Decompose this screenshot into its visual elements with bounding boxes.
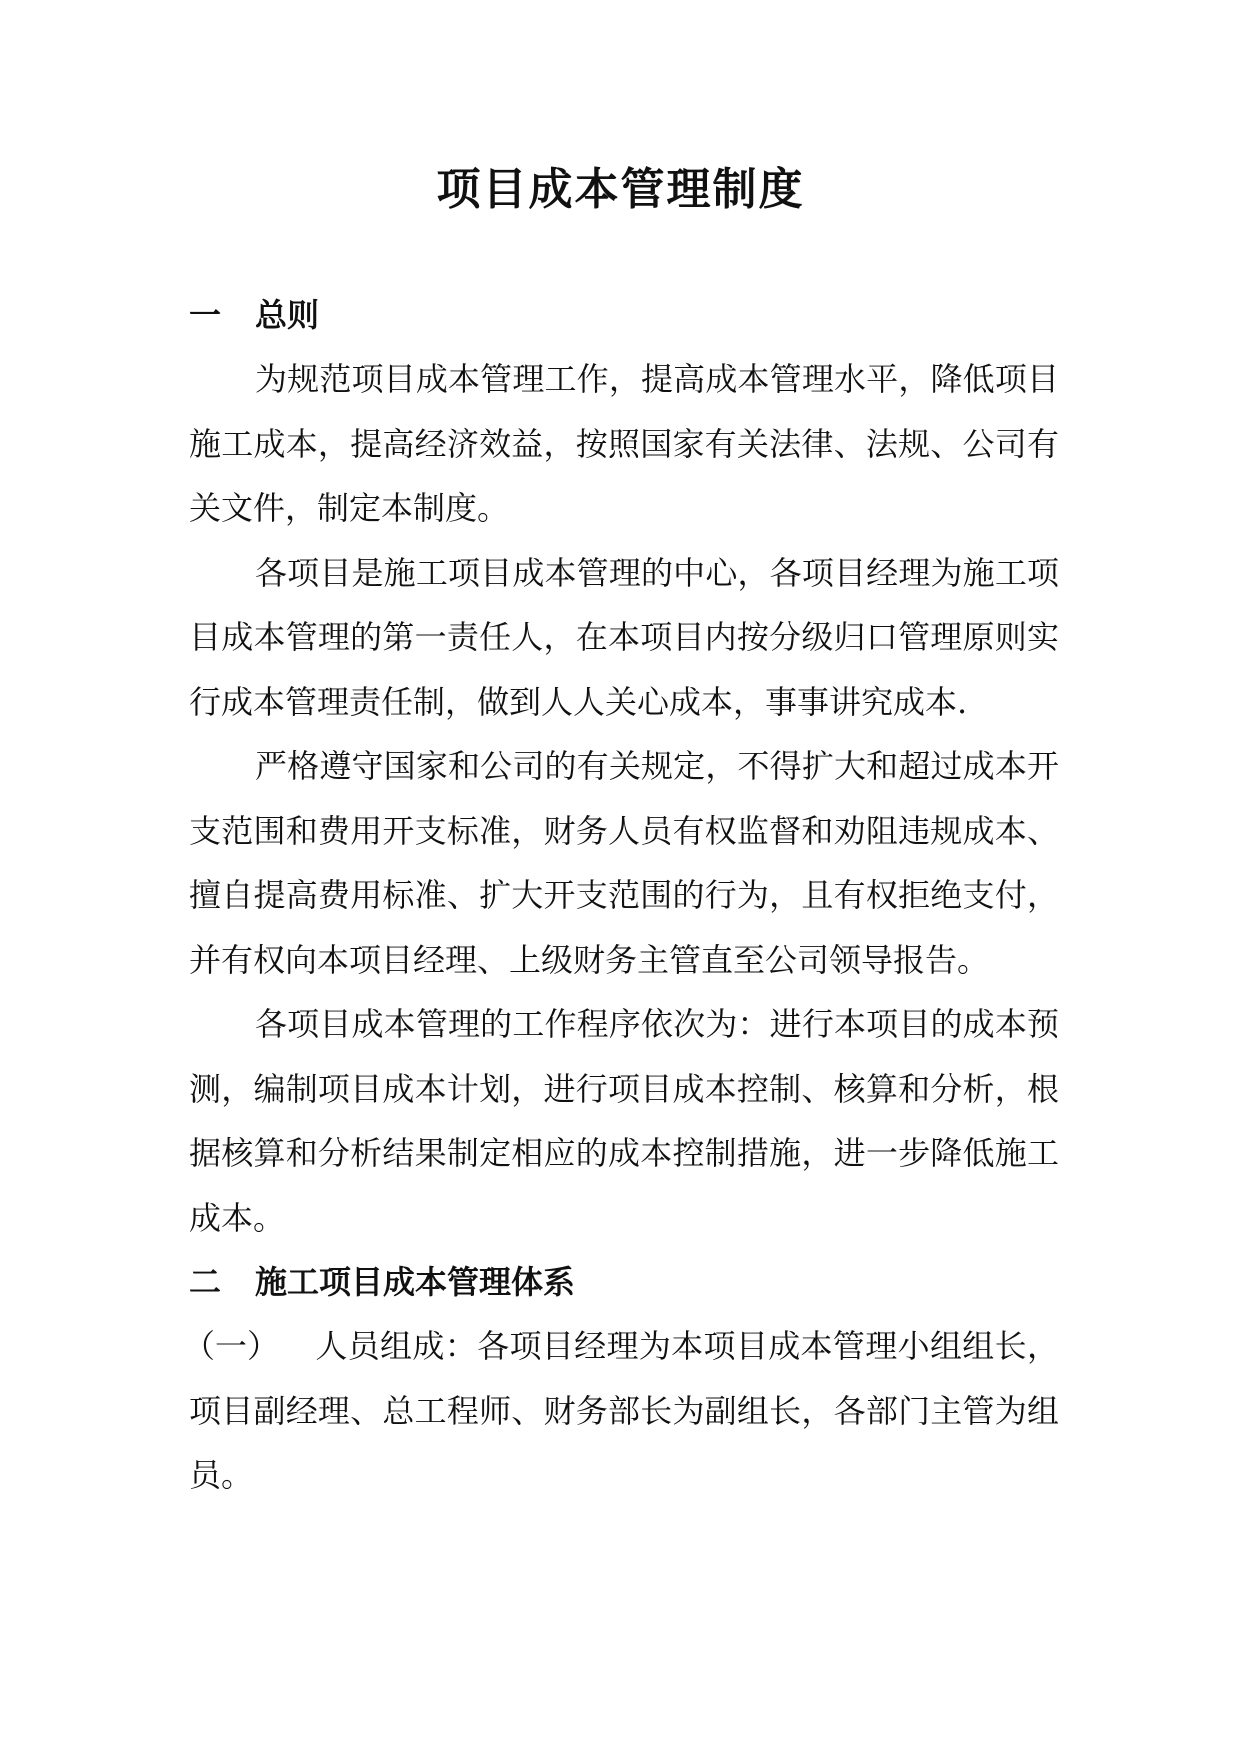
section-title: 总则 [255, 296, 320, 334]
section-number: 二 [189, 1263, 222, 1301]
document-body [183, 283, 1059, 1508]
sub-item-label: （一） [183, 1327, 280, 1365]
paragraph: 严格遵守国家和公司的有关规定，不得扩大和超过成本开支范围和费用开支标准，财务人员有权监督和劝阻违规成本、擅自提高费用标准、扩大开支范围的行为，且有权拒绝支付，并有权向本项目经理、上级财务主管直至公司领导报告。 [189, 747, 1059, 979]
paragraph: 为规范项目成本管理工作，提高成本管理水平，降低项目施工成本，提高经济效益，按照国家有关法律、法规、公司有关文件，制定本制度。 [189, 360, 1059, 527]
sub-item-text: 人员组成：各项目经理为本项目成本管理小组组长，项目副经理、总工程师、财务部长为副组长，各部门主管为组员。 [189, 1327, 1059, 1494]
document-title: 项目成本管理制度 [436, 164, 805, 215]
section-number: 一 [189, 296, 222, 334]
paragraph: 各项目成本管理的工作程序依次为：进行本项目的成本预测，编制项目成本计划，进行项目成本控制、核算和分析，根据核算和分析结果制定相应的成本控制措施，进一步降低施工成本。 [189, 1005, 1059, 1237]
section-heading-general [189, 283, 1059, 347]
paragraph: 各项目是施工项目成本管理的中心，各项目经理为施工项目成本管理的第一责任人，在本项目内按分级归口管理原则实行成本管理责任制，做到人人关心成本，事事讲究成本. [189, 553, 1059, 721]
sub-item-paragraph [183, 1314, 1059, 1508]
section-title: 施工项目成本管理体系 [255, 1263, 576, 1301]
section-heading-system [189, 1250, 1059, 1314]
